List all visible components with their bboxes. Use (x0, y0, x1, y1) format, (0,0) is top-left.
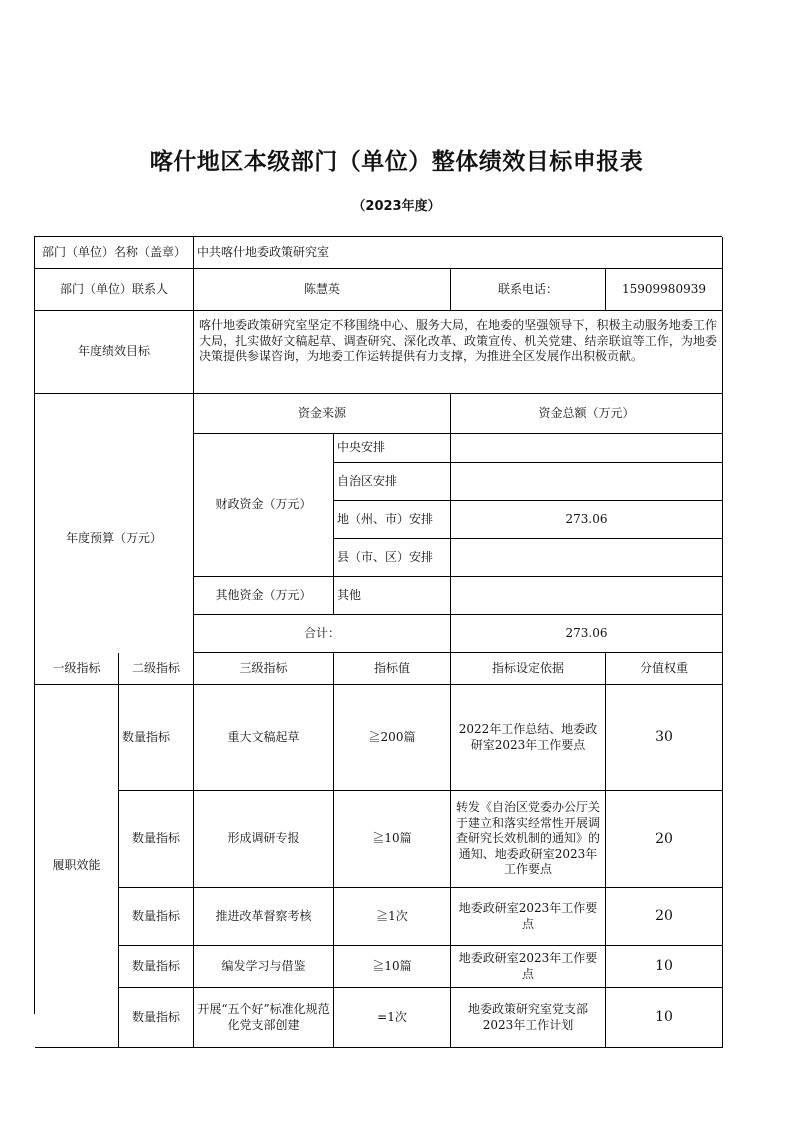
level3-cell: 开展“五个好”标准化规范化党支部创建 (194, 988, 334, 1048)
level2-cell: 数量指标 (119, 946, 194, 988)
contact-label: 部门（单位）联系人 (35, 269, 194, 311)
indicator-basis: 2022年工作总结、地委政研室2023年工作要点 (451, 685, 606, 791)
indicator-value: ≧1次 (334, 888, 451, 946)
fund-amount-central (451, 434, 723, 463)
level2-cell: 数量指标 (119, 685, 194, 791)
level2-cell: 数量指标 (119, 888, 194, 946)
dept-name-value: 中共喀什地委政策研究室 (194, 237, 723, 269)
other-funds-label: 其他资金（万元） (194, 577, 334, 615)
page-title: 喀什地区本级部门（单位）整体绩效目标申报表 (149, 149, 644, 175)
header-level3: 三级指标 (194, 653, 334, 685)
fiscal-funds-label: 财政资金（万元） (194, 434, 334, 577)
indicator-weight: 10 (606, 946, 723, 988)
header-level2: 二级指标 (119, 653, 194, 685)
level3-cell: 编发学习与借鉴 (194, 946, 334, 988)
fund-total-header: 资金总额（万元） (451, 394, 723, 434)
level1-performance: 履职效能 (35, 685, 119, 1048)
performance-form-table (34, 236, 722, 1032)
indicator-value: ≧200篇 (334, 685, 451, 791)
level2-cell: 数量指标 (119, 988, 194, 1048)
budget-sum-value: 273.06 (451, 615, 723, 653)
other-funds-amount (451, 577, 723, 615)
fund-source-central: 中央安排 (334, 434, 451, 463)
fund-source-prefecture: 地（州、市）安排 (334, 501, 451, 539)
level2-cell: 数量指标 (119, 791, 194, 888)
level3-cell: 形成调研专报 (194, 791, 334, 888)
indicator-basis: 地委政研室2023年工作要点 (451, 888, 606, 946)
fund-amount-county (451, 539, 723, 577)
indicator-basis: 转发《自治区党委办公厅关于建立和落实经常性开展调查研究长效机制的通知》的通知、地委政研室2023年工作要点 (451, 791, 606, 888)
other-funds-name: 其他 (334, 577, 451, 615)
annual-goal-text: 喀什地委政策研究室坚定不移围绕中心、服务大局，在地委的坚强领导下，积极主动服务地委工作大局，扎实做好文稿起草、调查研究、深化改革、政策宣传、机关党建、结亲联谊等工作，为地委决策提供参谋咨询，为地委工作运转提供有力支撑，为推进全区发展作出积极贡献。 (194, 311, 723, 394)
indicator-weight: 10 (606, 988, 723, 1048)
indicator-value: =1次 (334, 988, 451, 1048)
fund-amount-region (451, 463, 723, 501)
header-basis: 指标设定依据 (451, 653, 606, 685)
dept-name-label: 部门（单位）名称（盖章） (35, 237, 194, 269)
phone-value: 15909980939 (606, 269, 723, 311)
level3-cell: 推进改革督察考核 (194, 888, 334, 946)
fund-source-region: 自治区安排 (334, 463, 451, 501)
indicator-value: ≧10篇 (334, 946, 451, 988)
contact-value: 陈慧英 (194, 269, 451, 311)
header-value: 指标值 (334, 653, 451, 685)
indicator-weight: 30 (606, 685, 723, 791)
indicator-weight: 20 (606, 791, 723, 888)
indicator-weight: 20 (606, 888, 723, 946)
header-weight: 分值权重 (606, 653, 723, 685)
fund-amount-prefecture: 273.06 (451, 501, 723, 539)
page-subtitle: （2023年度） (352, 199, 441, 214)
indicator-value: ≧10篇 (334, 791, 451, 888)
annual-goal-label: 年度绩效目标 (35, 311, 194, 394)
indicator-basis: 地委政策研究室党支部2023年工作计划 (451, 988, 606, 1048)
budget-label: 年度预算（万元） (35, 394, 194, 685)
fund-source-county: 县（市、区）安排 (334, 539, 451, 577)
header-level1: 一级指标 (35, 653, 119, 685)
indicator-basis: 地委政研室2023年工作要点 (451, 946, 606, 988)
budget-sum-label: 合计： (194, 615, 451, 653)
phone-label: 联系电话： (451, 269, 606, 311)
fund-source-header: 资金来源 (194, 394, 451, 434)
level3-cell: 重大文稿起草 (194, 685, 334, 791)
